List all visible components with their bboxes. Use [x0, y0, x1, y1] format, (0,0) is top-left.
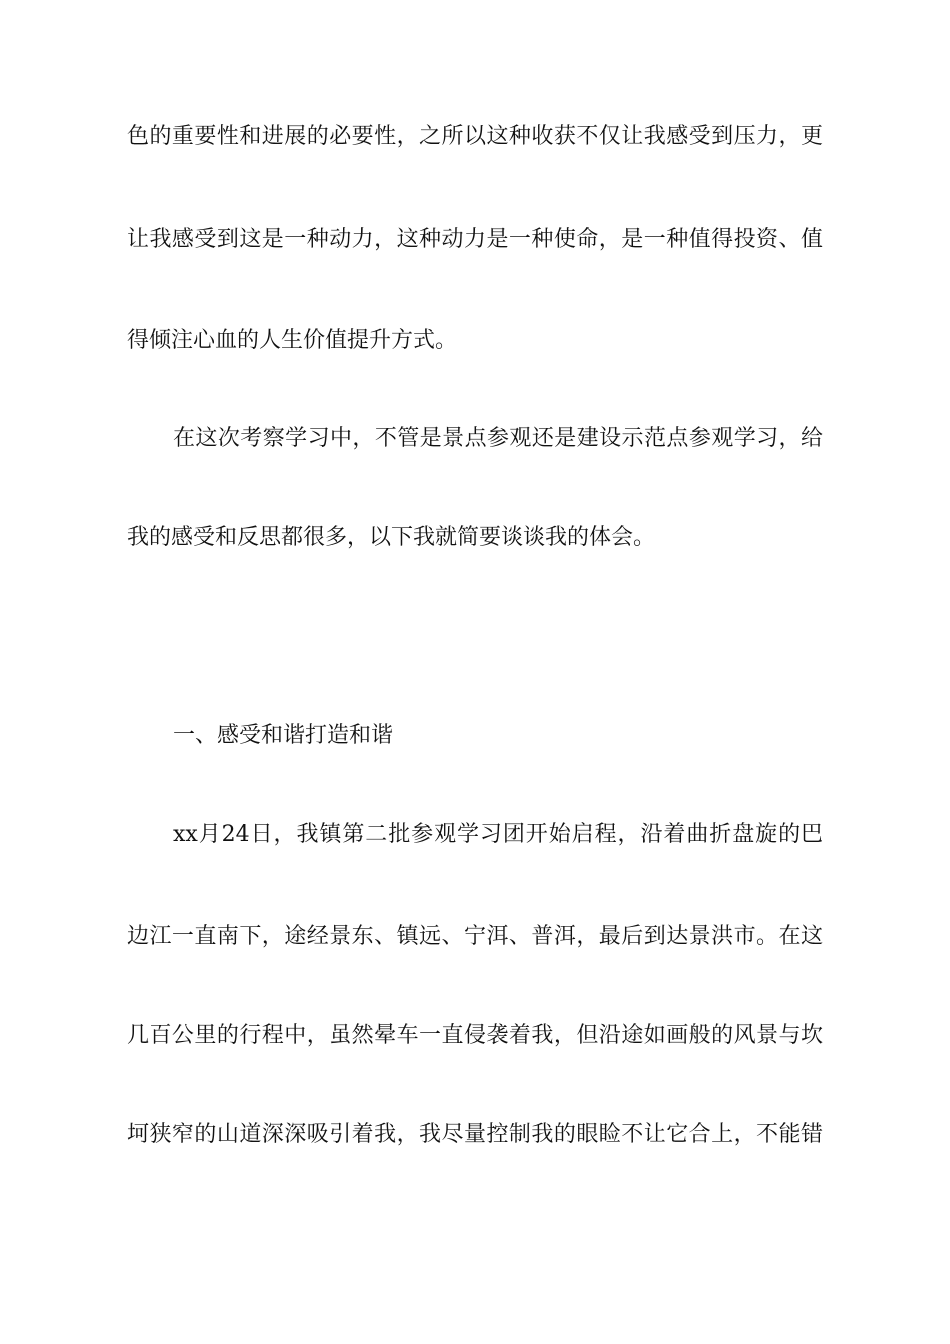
paragraph-3-line-3: 几百公里的行程中，虽然晕车一直侵袭着我，但沿途如画般的风景与坎 [127, 1023, 823, 1048]
paragraph-1-line-1: 色的重要性和进展的必要性，之所以这种收获不仅让我感受到压力，更 [127, 124, 823, 149]
paragraph-1-line-2: 让我感受到这是一种动力，这种动力是一种使命，是一种值得投资、值 [127, 227, 823, 252]
paragraph-1-line-3: 得倾注心血的人生价值提升方式。 [127, 328, 458, 353]
paragraph-3-line-4: 坷狭窄的山道深深吸引着我，我尽量控制我的眼睑不让它合上，不能错 [127, 1122, 823, 1147]
section-heading: 一、感受和谐打造和谐 [173, 723, 394, 748]
paragraph-2-line-1: 在这次考察学习中，不管是景点参观还是建设示范点参观学习，给 [173, 426, 823, 451]
paragraph-3-line-2: 边江一直南下，途经景东、镇远、宁洱、普洱，最后到达景洪市。在这 [127, 924, 823, 949]
paragraph-2-line-2: 我的感受和反思都很多，以下我就简要谈谈我的体会。 [127, 525, 656, 550]
paragraph-3-line-1: xx月24日，我镇第二批参观学习团开始启程，沿着曲折盘旋的巴 [173, 822, 823, 847]
